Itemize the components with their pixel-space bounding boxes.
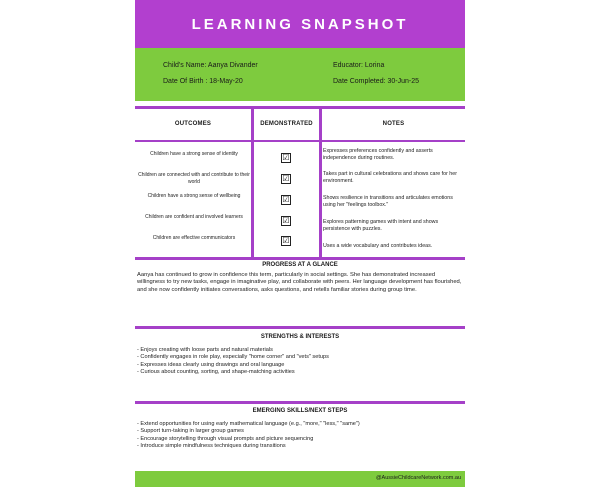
outcome-label: Children are connected with and contribute to their world xyxy=(138,172,250,185)
page-title: LEARNING SNAPSHOT xyxy=(191,15,409,33)
checkbox-checked-icon: ☑ xyxy=(282,236,290,245)
emerging-title: EMERGING SKILLS/NEXT STEPS xyxy=(252,408,348,414)
outcome-note: Explores patterning games with intent and shows persistence with puzzles. xyxy=(323,219,439,232)
outcome-label: Children have a strong sense of identity xyxy=(150,151,238,157)
outcome-note: Takes part in cultural celebrations and shows care for her environment. xyxy=(323,171,457,184)
header-outcomes: OUTCOMES xyxy=(174,121,212,127)
outcome-note: Shows resilience in transitions and articulates emotions using her "feelings toolbox." xyxy=(323,195,453,208)
list-item: - Extend opportunities for using early mathematical language (e.g., "more," "less," "same") xyxy=(137,421,360,427)
progress-title: PROGRESS AT A GLANCE xyxy=(262,262,338,268)
learning-snapshot-page xyxy=(135,0,465,487)
outcome-label: Children are effective communicators xyxy=(152,235,236,241)
educator-name: Educator: Lorina xyxy=(333,62,385,69)
list-item: - Introduce simple mindfulness techniques during transitions xyxy=(137,443,286,450)
outcome-label: Children have a strong sense of wellbeing xyxy=(147,193,241,199)
child-info-bar xyxy=(135,48,465,101)
divider-progress xyxy=(135,257,465,260)
header-notes: NOTES xyxy=(382,121,405,127)
header-demonstrated: DEMONSTRATED xyxy=(260,121,313,127)
outcome-note: Expresses preferences confidently and asserts independence during routines. xyxy=(323,148,433,161)
list-item: - Enjoys creating with loose parts and natural materials xyxy=(137,347,273,353)
list-item: - Expresses ideas clearly using drawings and oral language xyxy=(137,361,285,368)
footer-handle: @AussieChildcareNetwork.com.au xyxy=(375,475,461,481)
date-completed: Date Completed: 30-Jun-25 xyxy=(333,78,419,85)
strengths-list xyxy=(137,347,463,377)
checkbox-checked-icon: ☑ xyxy=(282,174,290,183)
outcome-label: Children are confident and involved learners xyxy=(145,214,243,220)
outcome-note: Uses a wide vocabulary and contributes ideas. xyxy=(323,243,433,249)
strengths-title: STRENGTHS & INTERESTS xyxy=(260,334,340,340)
emerging-list xyxy=(137,421,463,451)
progress-text: Aanya has continued to grow in confidence this term, particularly in social settings. She has demonstrated increased willingness to try new tasks, engage in imaginative play, and collaborate with peers. Her language development has flourished, and she now confidently initiates conversations, asks questions, and retells familiar stories during group time. xyxy=(137,272,462,293)
footer-bar xyxy=(135,471,465,487)
divider-strengths xyxy=(135,326,465,329)
child-name: Child's Name: Aanya Divander xyxy=(163,62,258,69)
checkbox-checked-icon: ☑ xyxy=(282,195,290,204)
title-bar xyxy=(135,0,465,48)
outcomes-table xyxy=(135,108,465,257)
header-divider xyxy=(135,140,465,142)
date-of-birth: Date Of Birth : 18-May-20 xyxy=(163,78,243,85)
checkbox-checked-icon: ☑ xyxy=(282,216,290,225)
list-item: - Curious about counting, sorting, and shape-matching activities xyxy=(137,369,295,376)
checkbox-checked-icon: ☑ xyxy=(282,153,290,162)
list-item: - Support turn-taking in larger group games xyxy=(137,428,244,435)
list-item: - Confidently engages in role play, especially "home corner" and "vets" setups xyxy=(137,354,329,361)
list-item: - Encourage storytelling through visual prompts and picture sequencing xyxy=(137,435,314,442)
divider-emerging xyxy=(135,401,465,404)
